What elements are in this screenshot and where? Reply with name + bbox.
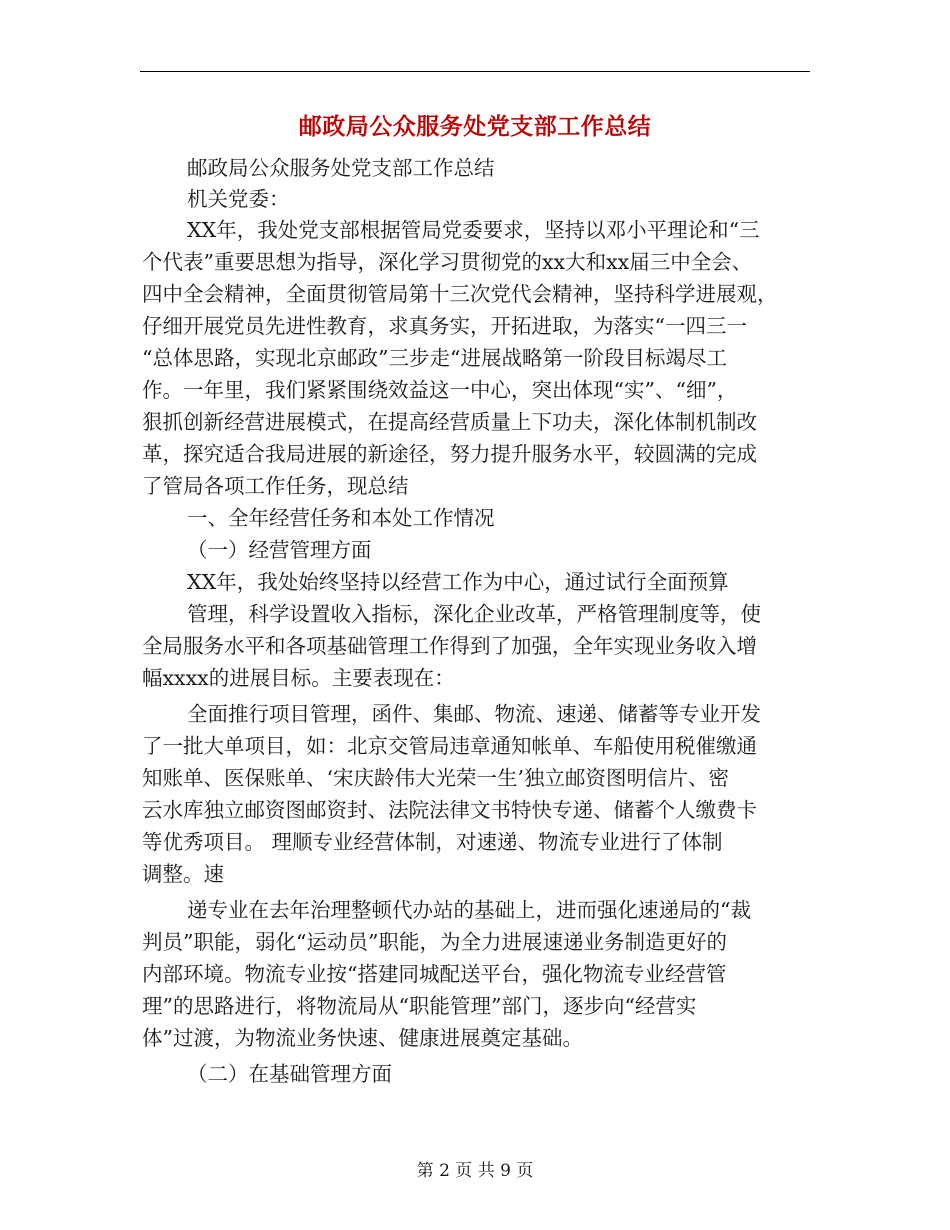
body-line: 知账单、医保账单、‘宋庆龄伟大光荣一生’独立邮资图明信片、密 [142, 766, 730, 790]
body-line: 递专业在去年治理整顿代办站的基础上，进而强化速递局的“裁 [187, 898, 751, 922]
body-line: 作。一年里，我们紧紧围绕效益这一中心，突出体现“实”、“细”， [142, 378, 738, 402]
body-line: 等优秀项目。 理顺专业经营体制，对速递、物流专业进行了体制 [142, 830, 723, 854]
body-line: 云水库独立邮资图邮资封、法院法律文书特快专递、储蓄个人缴费卡 [142, 798, 757, 822]
body-line: 理”的思路进行，将物流局从“职能管理”部门，逐步向“经营实 [142, 994, 697, 1018]
subsection-heading: （二）在基础管理方面 [187, 1062, 392, 1086]
body-line: 革，探究适合我局进展的新途径，努力提升服务水平，较圆满的完成 [142, 442, 757, 466]
body-line: 个代表”重要思想为指导，深化学习贯彻党的xx大和xx届三中全会、 [142, 250, 753, 274]
body-line: 仔细开展党员先进性教育，求真务实，开拓进取，为落实“一四三一 [142, 314, 747, 338]
body-line: 了管局各项工作任务，现总结 [142, 474, 409, 498]
body-line: 了一批大单项目，如：北京交管局违章通知帐单、车船使用税催缴通 [142, 734, 757, 758]
body-line: 幅xxxx的进展目标。主要表现在： [142, 666, 455, 690]
body-line: 机关党委： [187, 187, 290, 211]
body-line: “总体思路，实现北京邮政”三步走“进展战略第一阶段目标竭尽工 [142, 346, 727, 370]
body-line: 全面推行项目管理，函件、集邮、物流、速递、储蓄等专业开发 [187, 702, 761, 726]
body-line: 管理，科学设置收入指标，深化企业改革，严格管理制度等，使 [187, 602, 761, 626]
body-line: 狠抓创新经营进展模式，在提高经营质量上下功夫，深化体制机制改 [142, 410, 757, 434]
body-line: 四中全会精神，全面贯彻管局第十三次党代会精神，坚持科学进展观， [142, 282, 778, 306]
page-footer: 第 2 页 共 9 页 [416, 1161, 534, 1181]
document-title: 邮政局公众服务处党支部工作总结 [298, 113, 652, 140]
body-line: 内部环境。物流专业按“搭建同城配送平台，强化物流专业经营管 [142, 962, 727, 986]
body-line: 体”过渡，为物流业务快速、健康进展奠定基础。 [142, 1026, 583, 1050]
body-line: XX年，我处党支部根据管局党委要求，坚持以邓小平理论和“三 [187, 218, 760, 242]
body-line: 调整。速 [142, 862, 224, 886]
body-line: 判员”职能，弱化“运动员”职能，为全力进展速递业务制造更好的 [142, 930, 727, 954]
body-line: XX年，我处始终坚持以经营工作为中心，通过试行全面预算 [187, 570, 729, 594]
subsection-heading: （一）经营管理方面 [187, 538, 372, 562]
header-rule [140, 71, 810, 72]
section-heading: 一、全年经营任务和本处工作情况 [187, 506, 495, 530]
body-line: 邮政局公众服务处党支部工作总结 [187, 156, 495, 180]
body-line: 全局服务水平和各项基础管理工作得到了加强，全年实现业务收入增 [142, 634, 757, 658]
